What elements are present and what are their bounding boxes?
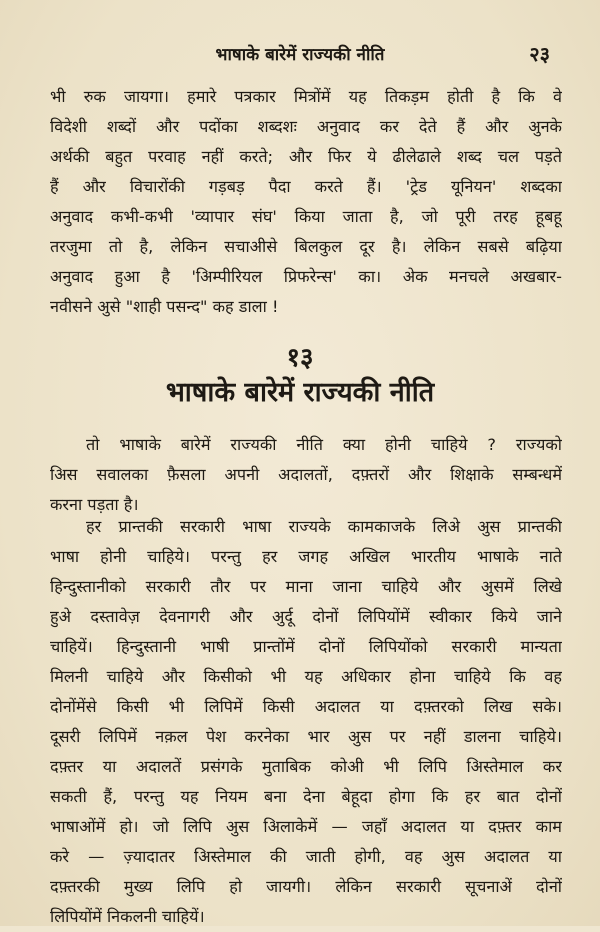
text-line: तरजुमा तो है, लेकिन सचाअीसे बिलकुल दूर है। लेकिन सबसे बढ़िया xyxy=(50,237,562,256)
intro-paragraph xyxy=(50,82,562,322)
text-line: दूसरी लिपिमें नक़ल पेश करनेका भार अुस पर नहीं डालना चाहिये। xyxy=(50,727,562,746)
running-title: भाषाके बारेमें राज्यकी नीति xyxy=(215,45,385,65)
running-header xyxy=(0,42,600,72)
text-line: नवीसने अुसे "शाही पसन्द" कह डाला ! xyxy=(50,297,279,316)
text-line: हुअे दस्तावेज़ देवनागरी और अुर्दू दोनों लिपियोंमें स्वीकार किये जाने xyxy=(50,607,562,626)
text-line: विदेशी शब्दों और पदोंका शब्दशः अनुवाद कर देते हैं और अुनके xyxy=(50,117,562,136)
chapter-number: १३ xyxy=(286,343,314,373)
text-line: मिलनी चाहिये और किसीको भी यह अधिकार होना चाहिये कि वह xyxy=(50,667,562,686)
page-number: २३ xyxy=(529,42,550,66)
text-line: चाहियें। हिन्दुस्तानी भाषी प्रान्तोंमें दोनों लिपियोंको सरकारी मान्यता xyxy=(50,637,562,656)
chapter-title: भाषाके बारेमें राज्यकी नीति xyxy=(165,377,435,408)
text-line: भाषाओंमें हो। जो लिपि अुस अिलाकेमें — जहाँ अदालत या दफ़्तर काम xyxy=(50,817,562,836)
paragraph-2 xyxy=(50,512,562,932)
text-line: भाषा होनी चाहिये। परन्तु हर जगह अखिल भारतीय भाषाके नाते xyxy=(50,547,562,566)
text-line: अनुवाद कभी-कभी 'व्यापार संघ' किया जाता है, जो पूरी तरह हूबहू xyxy=(50,207,562,226)
text-line: लिपियोंमें निकलनी चाहियें। xyxy=(50,907,205,926)
text-line: भी रुक जायगा। हमारे पत्रकार मित्रोंमें यह तिकड़म होती है कि वे xyxy=(50,87,562,106)
text-line: अर्थकी बहुत परवाह नहीं करते; और फिर ये ढीलेढाले शब्द चल पड़ते xyxy=(50,147,562,166)
text-line: करे — ज़्यादातर अिस्तेमाल की जाती होगी, वह अुस अदालत या xyxy=(50,847,562,866)
text-line: तो भाषाके बारेमें राज्यकी नीति क्या होनी चाहिये ? राज्यको xyxy=(86,435,562,454)
text-line: सकती हैं, परन्तु यह नियम बना देना बेहूदा होगा कि हर बात दोनों xyxy=(50,787,562,806)
paragraph-1 xyxy=(50,430,562,520)
text-line: हैं और विचारोंकी गड़बड़ पैदा करते हैं। 'ट्रेड यूनियन' शब्दका xyxy=(50,177,562,196)
text-line: दफ़्तरकी मुख्य लिपि हो जायगी। लेकिन सरकारी सूचनाअें दोनों xyxy=(50,877,562,896)
text-line: दोनोंमेंसे किसी भी लिपिमें किसी अदालत या दफ़्तरको लिख सके। xyxy=(50,697,562,716)
text-line: दफ़्तर या अदालतें प्रसंगके मुताबिक कोअी भी लिपि अिस्तेमाल कर xyxy=(50,757,562,776)
text-line: अिस सवालका फ़ैसला अपनी अदालतों, दफ़्तरों और शिक्षाके सम्बन्धमें xyxy=(50,465,562,484)
text-line: अनुवाद हुआ है 'अिम्पीरियल प्रिफरेन्स' का। अेक मनचले अखबार- xyxy=(50,267,562,286)
text-line: करना पड़ता है। xyxy=(50,495,139,514)
text-line: हिन्दुस्तानीको सरकारी तौर पर माना जाना चाहिये और अुसमें लिखे xyxy=(50,577,562,596)
text-line: हर प्रान्तकी सरकारी भाषा राज्यके कामकाजके लिअे अुस प्रान्तकी xyxy=(86,517,562,536)
